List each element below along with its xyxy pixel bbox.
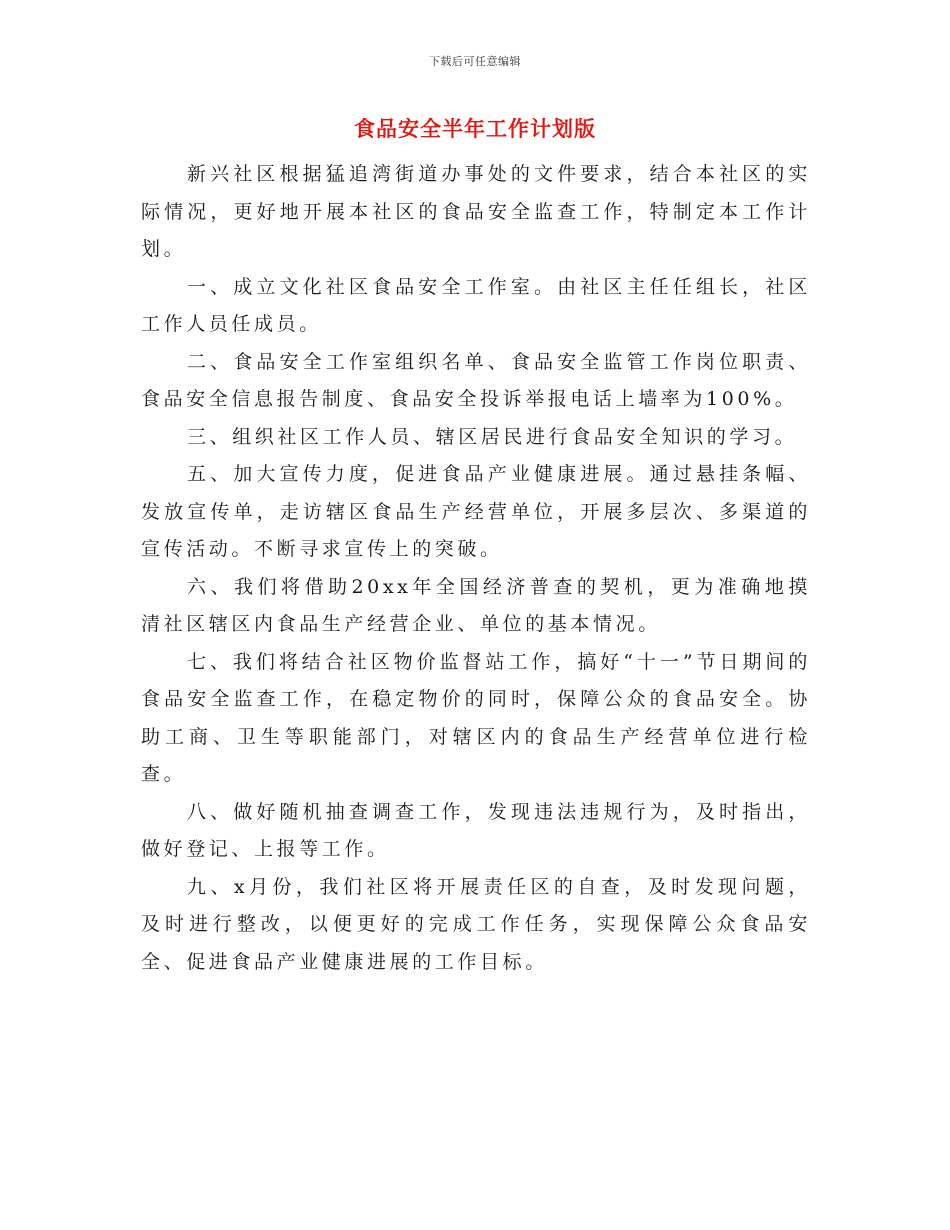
paragraph-intro: 新兴社区根据猛追湾街道办事处的文件要求，结合本社区的实际情况，更好地开展本社区的食品安全监查工作，特制定本工作计划。	[141, 163, 811, 260]
paragraph-item-2: 二、食品安全工作室组织名单、食品安全监管工作岗位职责、食品安全信息报告制度、食品安全投诉举报电话上墙率为100%。	[141, 350, 811, 410]
paragraph-item-6: 六、我们将借助20xx年全国经济普查的契机，更为准确地摸清社区辖区内食品生产经营企业、单位的基本情况。	[141, 575, 811, 635]
paragraph-item-3: 三、组织社区工作人员、辖区居民进行食品安全知识的学习。	[187, 425, 798, 448]
paragraph-item-8: 八、做好随机抽查调查工作，发现违法违规行为，及时指出，做好登记、上报等工作。	[141, 800, 811, 860]
paragraph-item-1: 一、成立文化社区食品安全工作室。由社区主任任组长，社区工作人员任成员。	[141, 275, 811, 335]
header-note: 下载后可任意编辑	[429, 55, 521, 68]
paragraph-item-9: 九、x月份，我们社区将开展责任区的自查，及时发现问题，及时进行整改，以便更好的完成工作任务，实现保障公众食品安全、促进食品产业健康进展的工作目标。	[141, 875, 811, 973]
paragraph-item-5: 五、加大宣传力度，促进食品产业健康进展。通过悬挂条幅、发放宣传单，走访辖区食品生产经营单位，开展多层次、多渠道的宣传活动。不断寻求宣传上的突破。	[141, 463, 811, 560]
document-title: 食品安全半年工作计划版	[354, 116, 596, 141]
document-body	[141, 156, 811, 981]
paragraph-item-7: 七、我们将结合社区物价监督站工作，搞好“十一”节日期间的食品安全监查工作，在稳定物价的同时，保障公众的食品安全。协助工商、卫生等职能部门，对辖区内的食品生产经营单位进行检查。	[141, 650, 811, 785]
